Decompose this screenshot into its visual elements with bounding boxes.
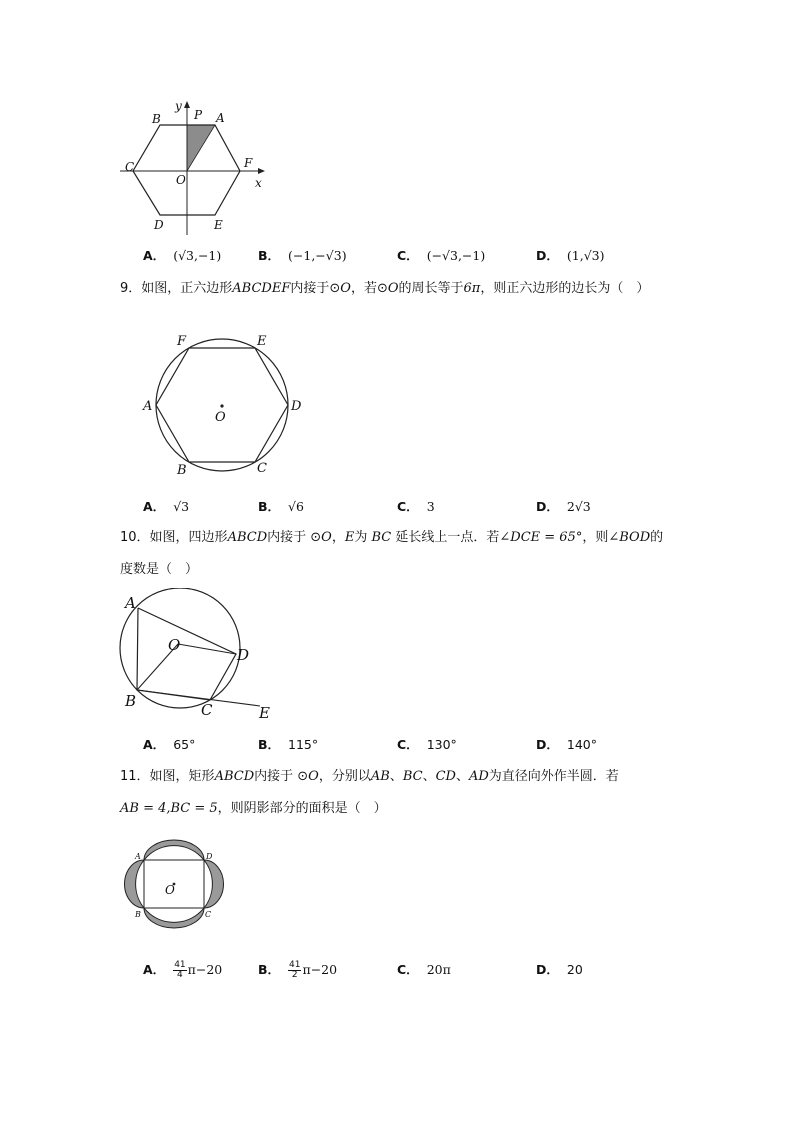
label-C: C — [125, 160, 135, 174]
label-B: B — [177, 463, 187, 478]
label-O: O — [165, 883, 175, 897]
q9-option-b[interactable]: B． √6 — [258, 499, 304, 514]
q11-rectangle-semicircles-figure — [118, 832, 230, 942]
label-E: E — [214, 218, 223, 232]
q9-option-a[interactable]: A． √3 — [143, 499, 190, 514]
label-B: B — [152, 112, 161, 126]
q11-option-b[interactable]: B． $\frac{41}{2}$ π−20 — [258, 960, 338, 980]
label-y: y — [175, 99, 182, 113]
q8-hexagon-figure — [110, 95, 280, 240]
label-O: O — [168, 636, 181, 654]
label-D: D — [154, 218, 164, 232]
label-C: C — [205, 910, 212, 919]
label-C: C — [201, 701, 213, 719]
q10-options — [0, 735, 794, 755]
q11-stem-line1: 11．如图，矩形ABCD内接于 ⊙O，分别以AB、BC、CD、AD为直径向外作半圆．若 — [120, 769, 619, 784]
q11-option-a[interactable]: A． $\frac{41}{4}$ π−20 — [143, 960, 223, 980]
q10-stem-line2: 度数是（ ） — [120, 562, 199, 577]
q8-option-d[interactable]: D． (1,√3) — [536, 248, 605, 263]
shaded-triangle — [187, 125, 215, 171]
label-E: E — [259, 704, 270, 720]
quadrilateral — [137, 608, 236, 700]
q10-option-d[interactable]: D． 140° — [536, 737, 597, 752]
label-A: A — [125, 594, 136, 612]
label-C: C — [257, 461, 267, 476]
q11-options — [0, 960, 794, 980]
q8-option-b[interactable]: B． (−1,−√3) — [258, 248, 347, 263]
q8-options — [0, 246, 794, 266]
label-B: B — [135, 910, 141, 919]
label-B: B — [125, 692, 137, 710]
q10-option-c[interactable]: C． 130° — [397, 737, 457, 752]
label-O: O — [176, 173, 186, 187]
bc-extension — [137, 690, 260, 706]
fraction: $\frac{41}{4}$ — [174, 960, 186, 980]
q11-option-d[interactable]: D． 20 — [536, 962, 583, 977]
q9-inscribed-hexagon-figure — [135, 328, 310, 478]
label-F: F — [244, 156, 253, 170]
center-dot — [220, 404, 223, 407]
label-A: A — [143, 399, 153, 414]
label-P: P — [194, 108, 203, 122]
q9-option-c[interactable]: C． 3 — [397, 499, 435, 514]
q10-option-a[interactable]: A． 65° — [143, 737, 196, 752]
q10-option-b[interactable]: B． 115° — [258, 737, 319, 752]
label-x: x — [255, 176, 262, 190]
label-E: E — [257, 334, 267, 349]
label-A: A — [216, 111, 225, 125]
label-D: D — [291, 399, 302, 414]
q11-option-c[interactable]: C． 20π — [397, 962, 451, 977]
q9-stem: 9．如图，正六边形ABCDEF内接于⊙O，若⊙O的周长等于6π，则正六边形的边长为（ ） — [120, 281, 650, 296]
segment-OD — [178, 644, 236, 654]
q9-option-d[interactable]: D． 2√3 — [536, 499, 591, 514]
label-O: O — [215, 410, 226, 425]
q8-option-c[interactable]: C． (−√3,−1) — [397, 248, 486, 263]
label-D: D — [206, 852, 213, 861]
q8-option-a[interactable]: A． (√3,−1) — [143, 248, 222, 263]
label-A: A — [135, 852, 141, 861]
q9-options — [0, 497, 794, 517]
fraction: $\frac{41}{2}$ — [289, 960, 301, 980]
q10-cyclic-quadrilateral-figure — [112, 588, 282, 720]
q11-stem-line2: AB = 4,BC = 5，则阴影部分的面积是（ ） — [120, 801, 387, 816]
q10-stem-line1: 10．如图，四边形ABCD内接于 ⊙O，E为 BC 延长线上一点．若∠DCE = 65°，则∠BOD的 — [120, 530, 664, 545]
label-D: D — [237, 646, 250, 664]
label-F: F — [177, 334, 187, 349]
